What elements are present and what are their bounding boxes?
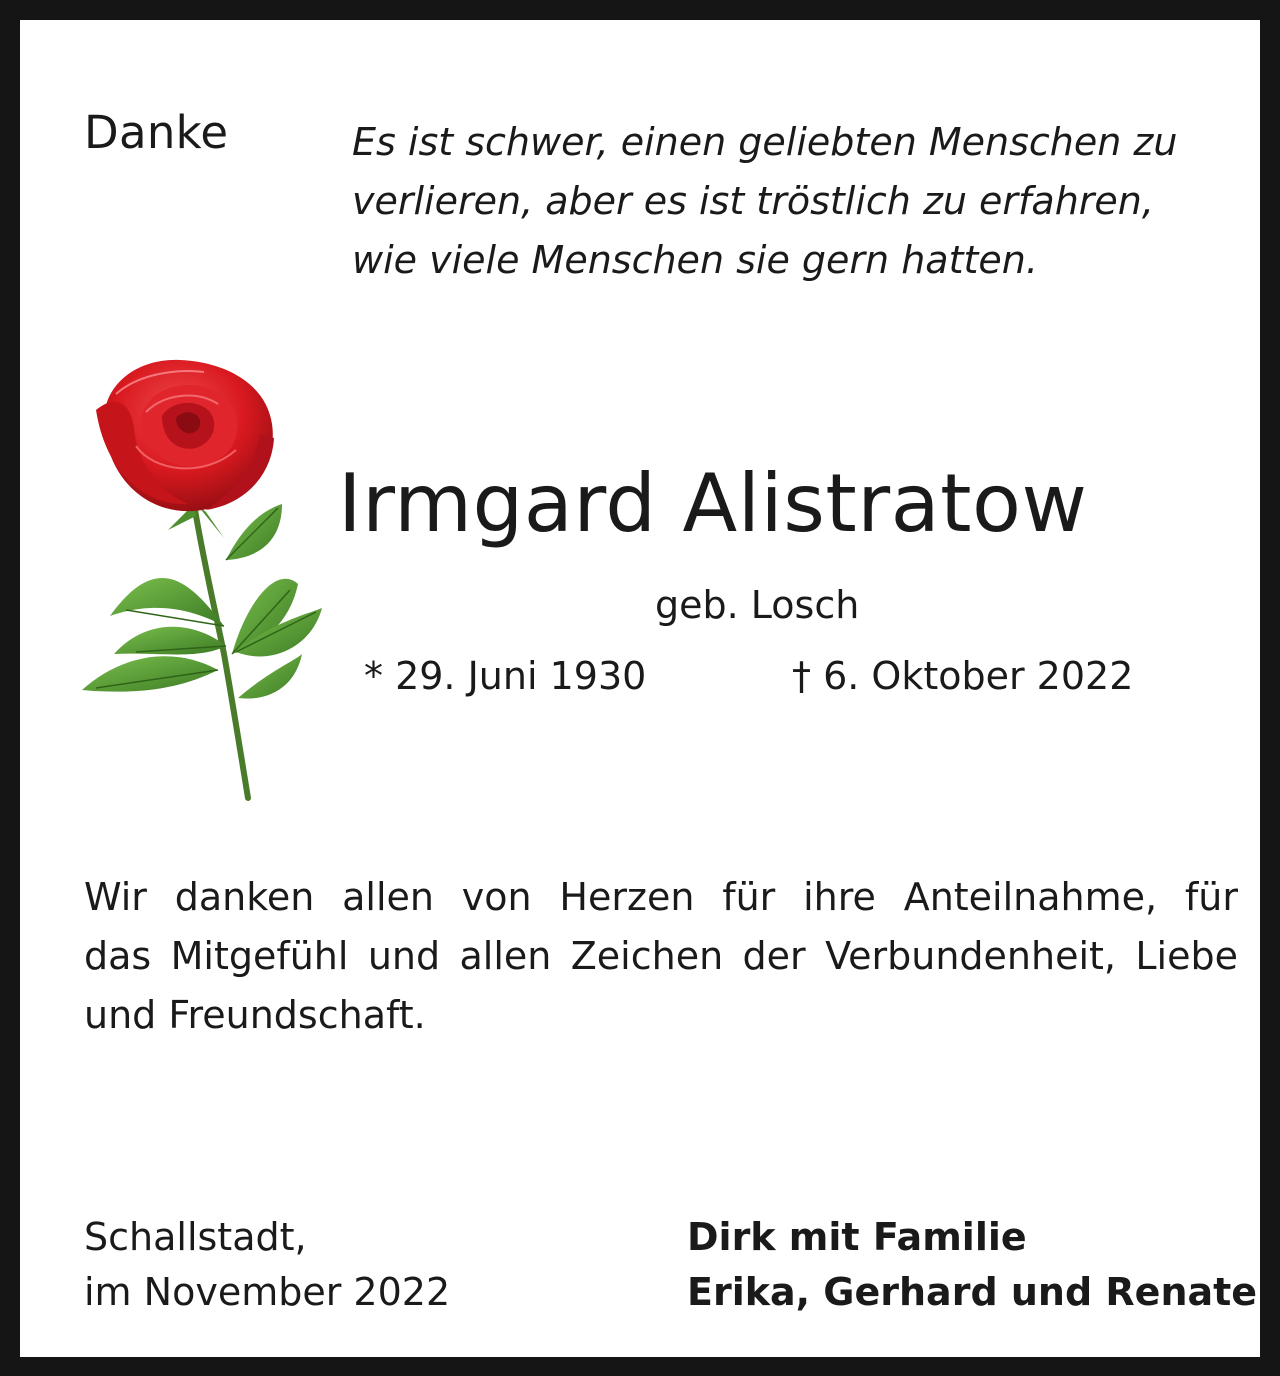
thanks-message [84, 868, 1238, 1045]
quote [352, 113, 1177, 290]
thanks-line-3: und Freundschaft. [84, 993, 426, 1037]
signatory-line-1: Dirk mit Familie [687, 1215, 1027, 1259]
quote-line-2: verlieren, aber es ist tröstlich zu erfahren, [352, 179, 1154, 223]
thanks-line-2: das Mitgefühl und allen Zeichen der Verbundenheit, Liebe [84, 934, 1238, 978]
maiden-name: geb. Losch [655, 583, 860, 627]
place-and-date [84, 1210, 450, 1320]
place-line-2: im November 2022 [84, 1270, 451, 1314]
place-line-1: Schallstadt, [84, 1215, 307, 1259]
death-date: † 6. Oktober 2022 [792, 654, 1134, 698]
quote-line-1: Es ist schwer, einen geliebten Menschen zu [352, 120, 1178, 164]
heading-danke: Danke [84, 106, 229, 159]
birth-date: * 29. Juni 1930 [364, 654, 647, 698]
deceased-name: Irmgard Alistratow [338, 457, 1088, 550]
rose-icon [76, 354, 328, 802]
quote-line-3: wie viele Menschen sie gern hatten. [352, 238, 1038, 282]
signatories [687, 1210, 1257, 1320]
thanks-line-1: Wir danken allen von Herzen für ihre Anteilnahme, für [84, 875, 1238, 919]
signatory-line-2: Erika, Gerhard und Renate [687, 1270, 1258, 1314]
